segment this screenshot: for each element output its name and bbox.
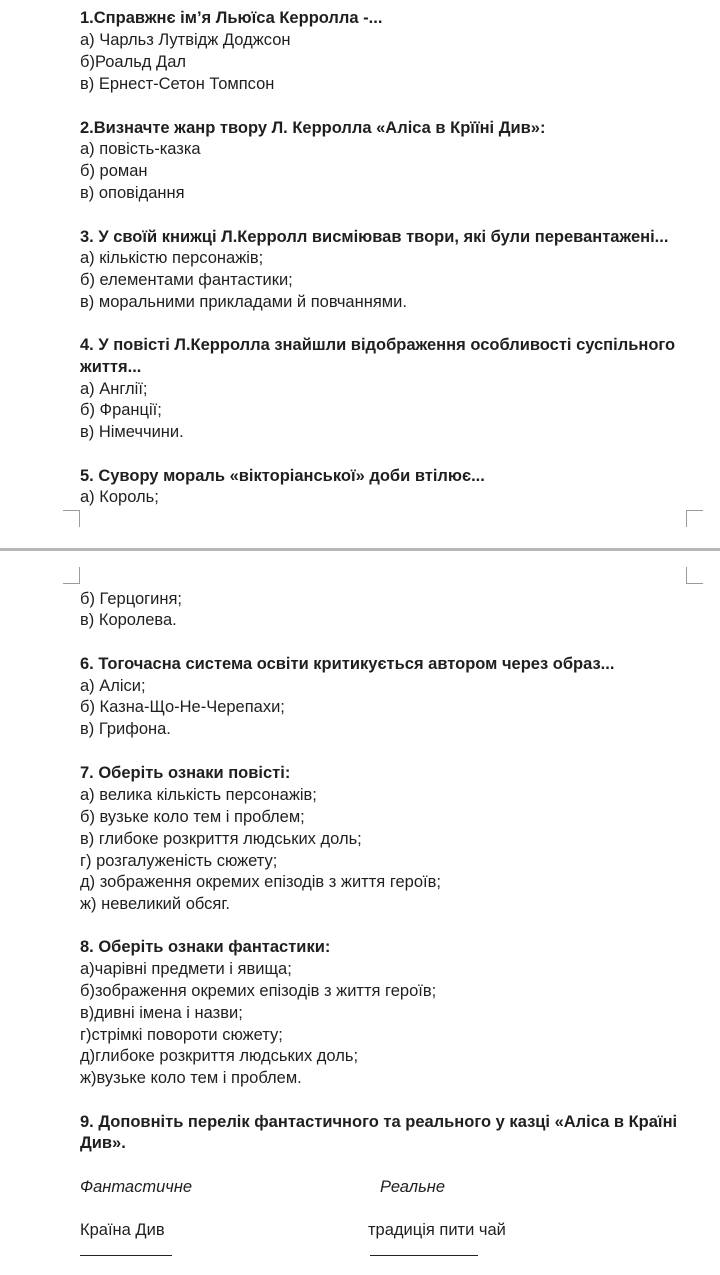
question-8-title: 8. Оберіть ознаки фантастики:	[80, 938, 331, 956]
question-5-title: 5. Сувору мораль «вікторіанської» доби втілює...	[80, 467, 485, 485]
answer-option: а) Король;	[80, 488, 159, 506]
question-3-title: 3. У своїй книжці Л.Керролл висміював твори, які були перевантажені...	[80, 228, 669, 246]
question-9-title-cont: Див».	[80, 1134, 126, 1152]
answer-option: а) Англії;	[80, 380, 148, 398]
question-6-title: 6. Тогочасна система освіти критикується автором через образ...	[80, 655, 615, 673]
answer-option: а) повість-казка	[80, 140, 201, 158]
answer-option: б) Казна-Що-Не-Черепахи;	[80, 698, 285, 716]
answer-option: в) Королева.	[80, 611, 177, 629]
answer-option: ж)вузьке коло тем і проблем.	[80, 1069, 302, 1087]
answer-option: в) Ернест-Сетон Томпсон	[80, 75, 275, 93]
answer-option: а) велика кількість персонажів;	[80, 786, 317, 804]
answer-option: в) оповідання	[80, 184, 185, 202]
page-corner-mark	[686, 567, 703, 584]
answer-option: в) моральними прикладами й повчаннями.	[80, 293, 407, 311]
answer-option: в)дивні імена і назви;	[80, 1004, 243, 1022]
real-example: традиція пити чай	[368, 1221, 506, 1239]
question-4-title-cont: життя...	[80, 358, 142, 376]
answer-option: б)Роальд Дал	[80, 53, 186, 71]
answer-option: в) Грифона.	[80, 720, 171, 738]
answer-option: а) Чарльз Лутвідж Доджсон	[80, 31, 291, 49]
answer-option: д) зображення окремих епізодів з життя героїв;	[80, 873, 441, 891]
answer-option: б) елементами фантастики;	[80, 271, 293, 289]
answer-option: г)стрімкі повороти сюжету;	[80, 1026, 283, 1044]
blank-answer-line	[80, 1255, 172, 1256]
question-7-title: 7. Оберіть ознаки повісті:	[80, 764, 291, 782]
answer-option: б) Франції;	[80, 401, 162, 419]
column-header-real: Реальне	[380, 1178, 446, 1196]
answer-option: в) Німеччини.	[80, 423, 184, 441]
answer-option: г) розгалуженість сюжету;	[80, 852, 278, 870]
page-break-divider	[0, 548, 720, 551]
answer-option: в) глибоке розкриття людських доль;	[80, 830, 362, 848]
answer-option: ж) невеликий обсяг.	[80, 895, 230, 913]
answer-option: б) Герцогиня;	[80, 590, 183, 608]
question-9-title: 9. Доповніть перелік фантастичного та реального у казці «Аліса в Країні	[80, 1113, 678, 1131]
answer-option: д)глибоке розкриття людських доль;	[80, 1047, 359, 1065]
question-2-title: 2.Визначте жанр твору Л. Керролла «Аліса в Крїїні Див»:	[80, 119, 546, 137]
fantastic-example: Країна Див	[80, 1221, 165, 1239]
question-4-title: 4. У повісті Л.Керролла знайшли відображення особливості суспільного	[80, 336, 676, 354]
blank-answer-line	[370, 1255, 478, 1256]
answer-option: б)зображення окремих епізодів з життя героїв;	[80, 982, 437, 1000]
question-1-title: 1.Справжнє ім’я Льюїса Керролла -...	[80, 9, 383, 27]
answer-option: б) роман	[80, 162, 148, 180]
answer-option: а)чарівні предмети і явища;	[80, 960, 292, 978]
page-corner-mark	[686, 510, 703, 527]
page-corner-mark	[63, 510, 80, 527]
column-header-fantastic: Фантастичне	[80, 1178, 193, 1196]
answer-option: а) кількістю персонажів;	[80, 249, 264, 267]
answer-option: а) Аліси;	[80, 677, 146, 695]
page-corner-mark	[63, 567, 80, 584]
answer-option: б) вузьке коло тем і проблем;	[80, 808, 305, 826]
